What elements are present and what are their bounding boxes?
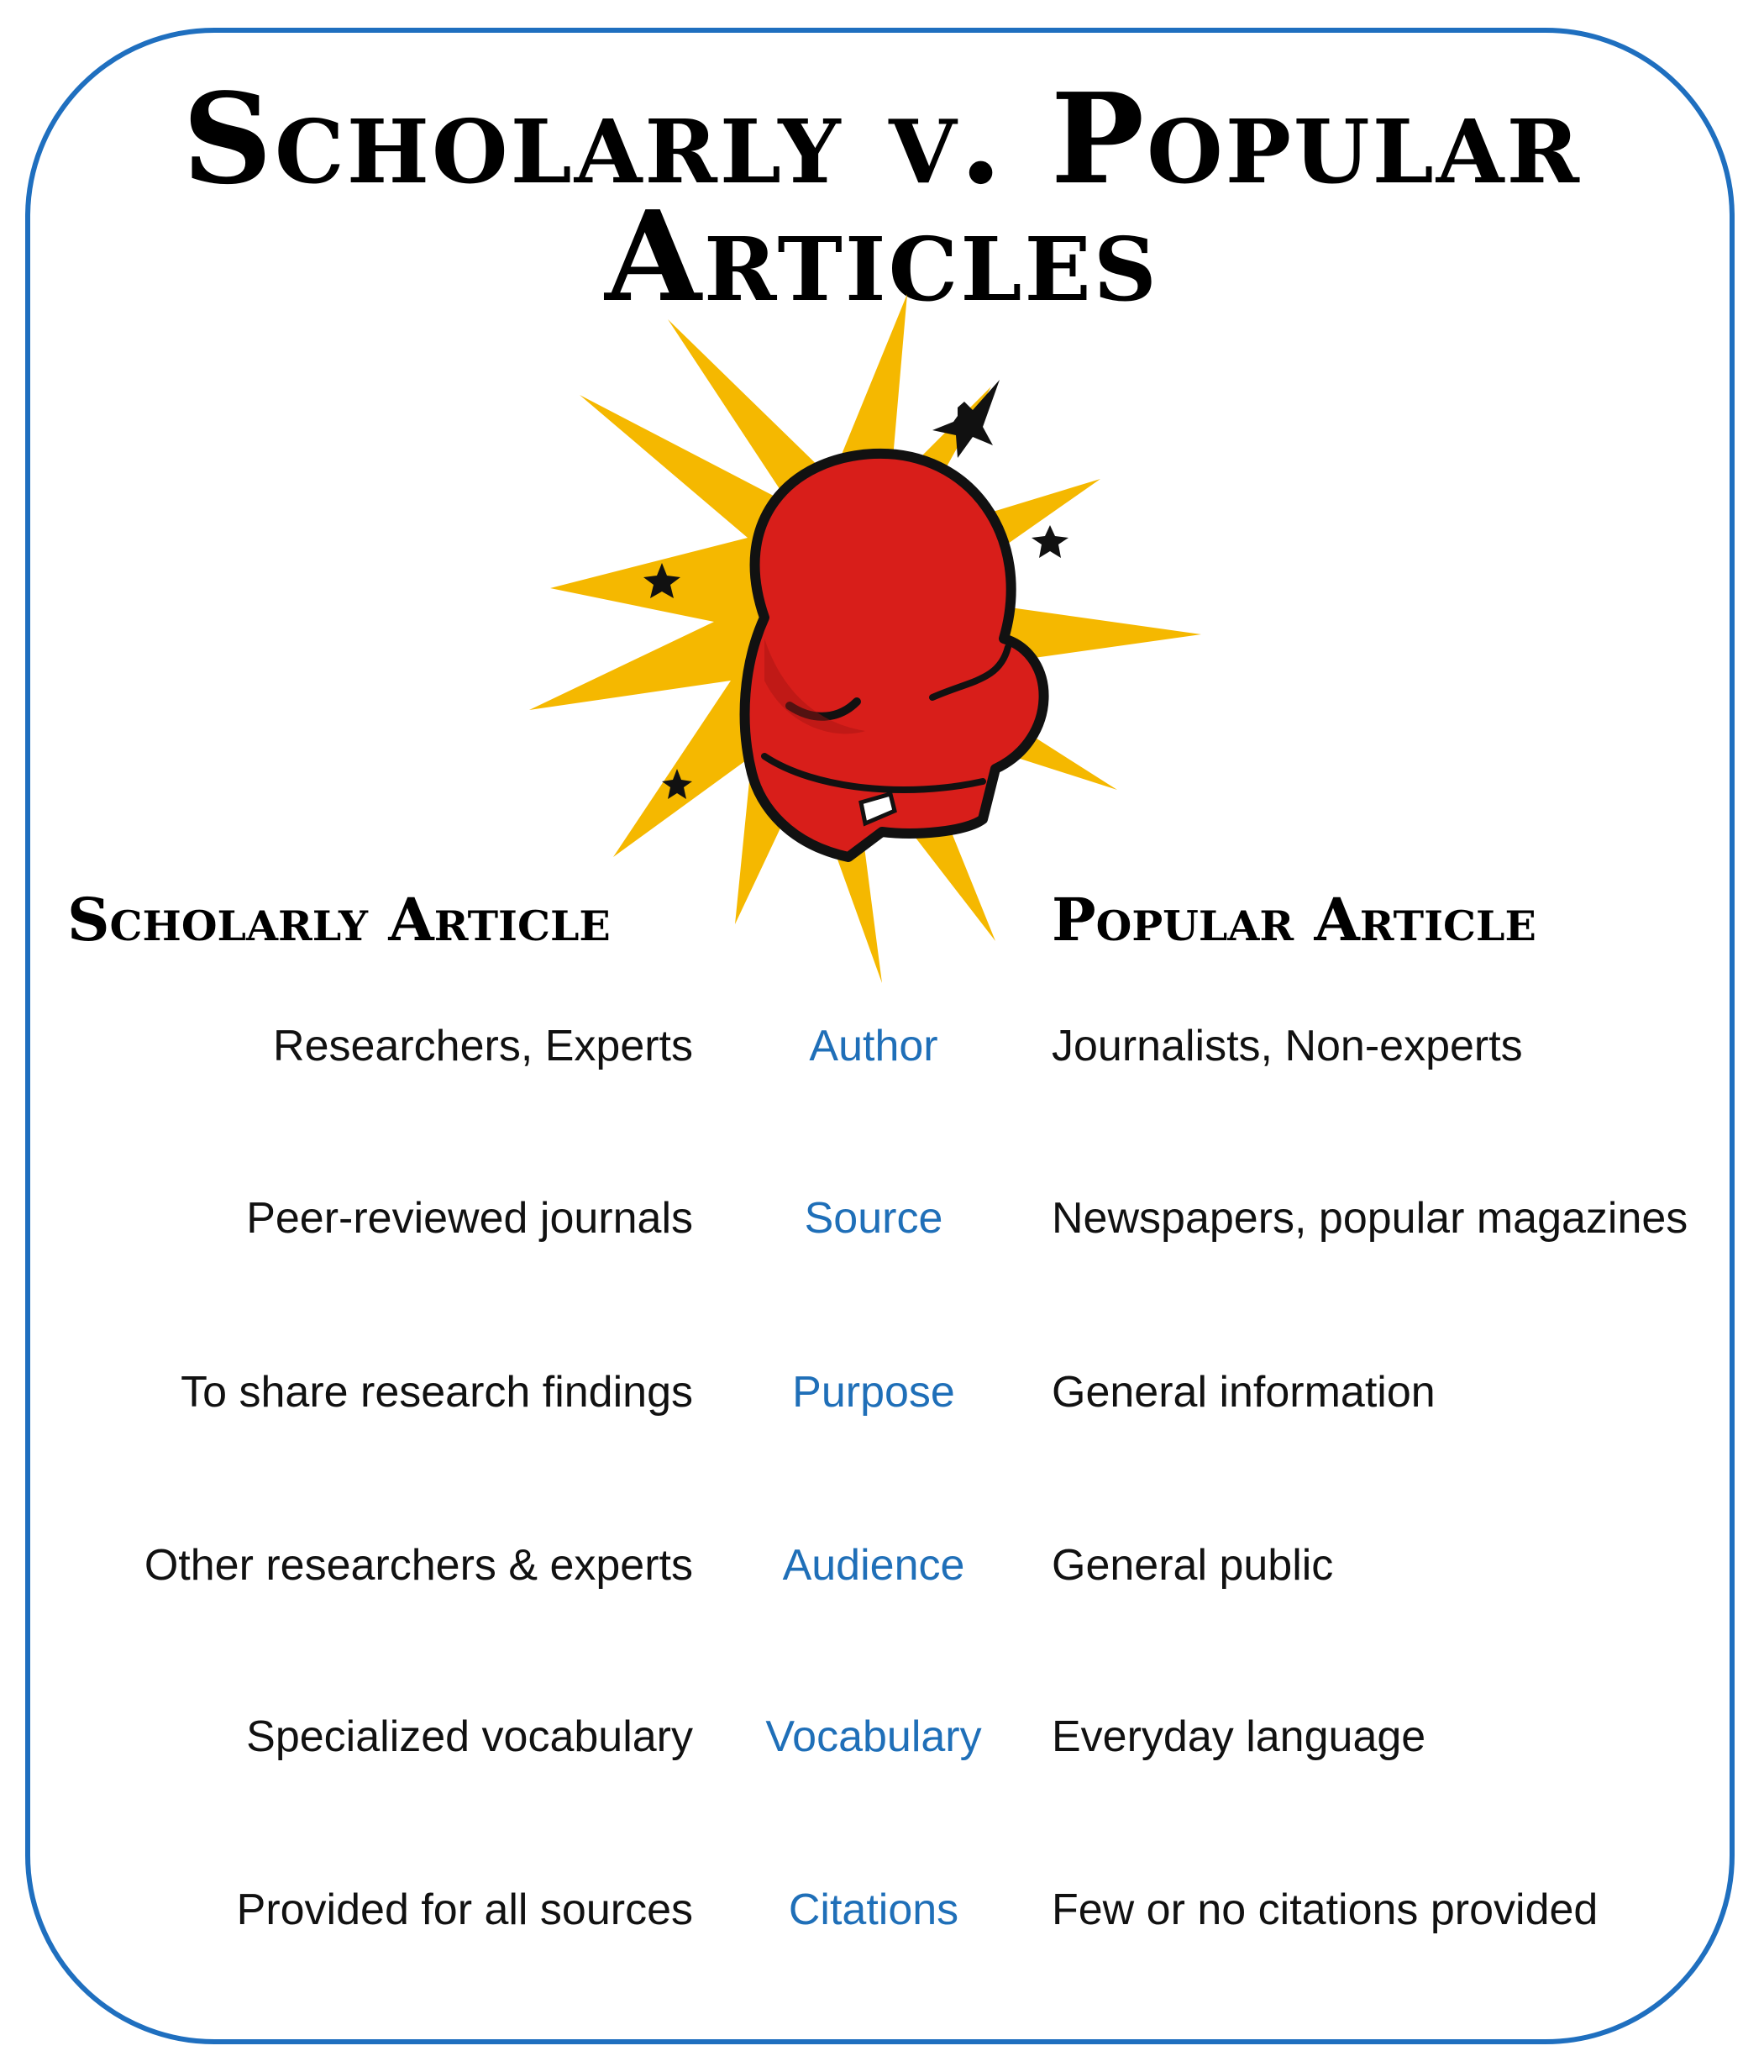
criterion-label: Author [809,1022,938,1070]
comparison-row-purpose [0,1354,1764,1430]
page-title-line-1: Scholarly v. Popular [182,66,1582,212]
popular-value: Everyday language [1052,1712,1426,1761]
page-title-line-2: Articles [605,183,1159,329]
popular-value: General public [1052,1541,1334,1590]
column-header-popular: Popular Article [1052,885,1536,954]
scholarly-value: Researchers, Experts [273,1022,693,1070]
popular-value: Few or no citations provided [1052,1885,1599,1934]
criterion-label: Purpose [792,1368,955,1417]
star-icon [1032,525,1068,558]
popular-value: Journalists, Non-experts [1052,1022,1523,1070]
popular-value: Newspapers, popular magazines [1052,1194,1688,1243]
scholarly-value: Peer-reviewed journals [246,1194,693,1243]
comparison-row-vocabulary [0,1699,1764,1775]
criterion-label: Citations [788,1885,959,1934]
scholarly-value: Specialized vocabulary [246,1712,693,1761]
scholarly-value: Other researchers & experts [144,1541,693,1590]
criterion-label: Audience [782,1541,965,1590]
comparison-row-author [0,1008,1764,1084]
comparison-row-audience [0,1528,1764,1603]
scholarly-value: To share research findings [181,1368,693,1417]
comparison-row-source [0,1181,1764,1256]
popular-value: General information [1052,1368,1436,1417]
criterion-label: Vocabulary [765,1712,982,1761]
criterion-label: Source [804,1194,943,1243]
comparison-row-citations [0,1872,1764,1948]
scholarly-value: Provided for all sources [236,1885,693,1934]
column-header-scholarly: Scholarly Article [67,885,611,954]
